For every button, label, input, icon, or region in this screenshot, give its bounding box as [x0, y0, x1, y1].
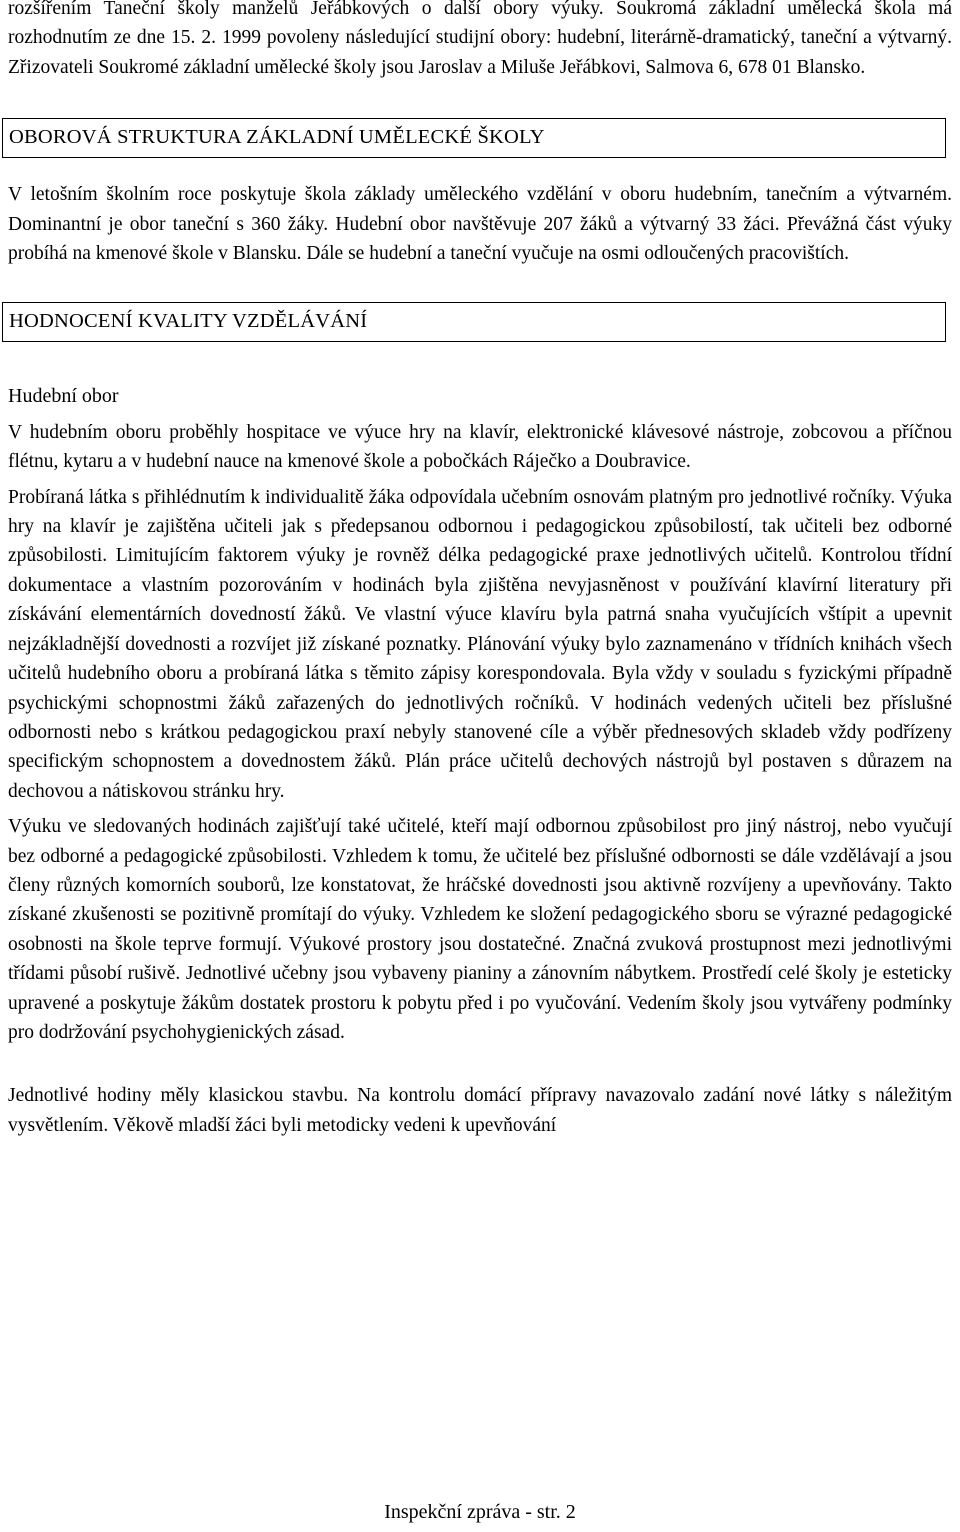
quality-paragraph-1: V hudebním oboru proběhly hospitace ve výuce hry na klavír, elektronické klávesové nástroje, zobcovou a příčnou flétnu, kytaru a v hudební nauce na kmenové škole a pobočkách Ráječko a Doubravice.	[8, 421, 952, 473]
subheading-music: Hudební obor	[8, 385, 119, 408]
page-footer: Inspekční zpráva - str. 2	[384, 1501, 576, 1523]
structure-paragraph: V letošním školním roce poskytuje škola základy uměleckého vzdělání v oboru hudebním, tanečním a výtvarném. Dominantní je obor taneční s 360 žáky. Hudební obor navštěvuje 207 žáků a výtvarný 33 žáci. Převážná část výuky probíhá na kmenové škole v Blansku. Dále se hudební a taneční vyučuje na osmi odloučených pracovištích.	[8, 184, 952, 265]
section-heading-quality: HODNOCENÍ KVALITY VZDĚLÁVÁNÍ	[2, 302, 946, 342]
section-heading-structure: OBOROVÁ STRUKTURA ZÁKLADNÍ UMĚLECKÉ ŠKOLY	[2, 118, 946, 158]
quality-paragraph-3: Výuku ve sledovaných hodinách zajišťují také učitelé, kteří mají odbornou způsobilost pro jiný nástroj, nebo vyučují bez odborné a pedagogické způsobilosti. Vzhledem k tomu, že učitelé bez příslušné odbornosti se dále vzdělávají a jsou členy různých komorních souborů, lze konstatovat, že hráčské dovednosti jsou aktivně rozvíjeny a upevňovány. Takto získané zkušenosti se pozitivně promítají do výuky. Vzhledem ke složení pedagogického sboru se výrazné pedagogické osobnosti na škole teprve formují. Výukové prostory jsou dostatečné. Značná zvuková prostupnost mezi jednotlivými třídami působí rušivě. Jednotlivé učebny jsou vybaveny pianiny a zánovním nábytkem. Prostředí celé školy je esteticky upravené a poskytuje žákům dostatek prostoru k pobytu před i po vyučování. Vedením školy jsou vytvářeny podmínky pro dodržování psychohygienických zásad.	[8, 816, 952, 1043]
quality-paragraph-4: Jednotlivé hodiny měly klasickou stavbu. Na kontrolu domácí přípravy navazovalo zadání nové látky s náležitým vysvětlením. Věkově mladší žáci byli metodicky vedeni k upevňování	[8, 1085, 952, 1136]
quality-paragraph-2: Probíraná látka s přihlédnutím k individualitě žáka odpovídala učebním osnovám platným pro jednotlivé ročníky. Výuka hry na klavír je zajištěna učiteli jak s předepsanou odbornou i pedagogickou způsobilostí, tak učiteli bez odborné způsobilosti. Limitujícím faktorem výuky je rovněž délka pedagogické praxe jednotlivých učitelů. Kontrolou třídní dokumentace a vlastním pozorováním v hodinách byla zjištěna nevyjasněnost v používání klavírní literatury při získávání elementárních dovedností žáků. Ve vlastní výuce klavíru byla patrná snaha vyučujících vštípit a upevnit nejzákladnější dovednosti a rozvíjet již získané poznatky. Plánování výuky bylo zaznamenáno v třídních knihách všech učitelů hudebního oboru a probíraná látka s těmito zápisy korespondovala. Byla vždy v souladu s fyzickými případně psychickými schopnostmi žáků zařazených do jednotlivých ročníků. V hodinách vedených učiteli bez příslušné odbornosti nebo s krátkou pedagogickou praxí nebyly stanovené cíle a výběr přednesových skladeb vždy podřízeny specifickým schopnostem a dovednostem žáků. Plán práce učitelů dechových nástrojů byl postaven s důrazem na dechovou a nátiskovou stránku hry.	[8, 486, 952, 802]
document-page	[8, 0, 952, 1140]
intro-paragraph: rozšířením Taneční školy manželů Jeřábkových o další obory výuky. Soukromá základní umělecká škola má rozhodnutím ze dne 15. 2. 1999 povoleny následující studijní obory: hudební, literárně-dramatický, taneční a výtvarný. Zřizovateli Soukromé základní umělecké školy jsou Jaroslav a Miluše Jeřábkovi, Salmova 6, 678 01 Blansko.	[8, 0, 952, 78]
